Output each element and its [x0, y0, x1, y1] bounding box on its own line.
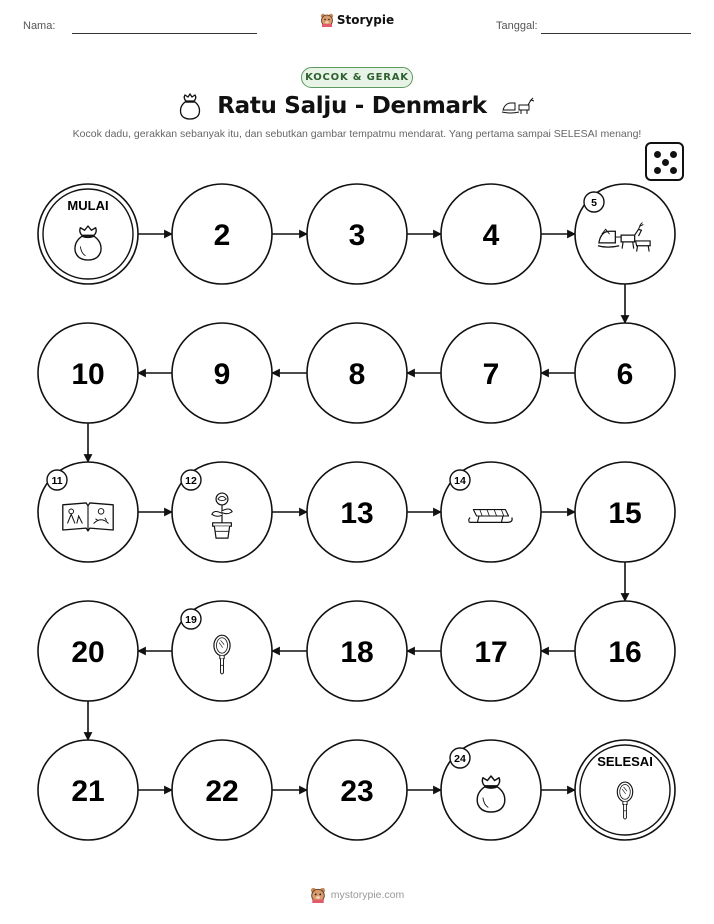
space-number-badge: 5 — [591, 197, 597, 209]
space-number: 21 — [71, 775, 105, 808]
board-space-4[interactable] — [441, 184, 541, 284]
space-number: 23 — [340, 775, 374, 808]
board-space-5[interactable] — [575, 184, 675, 284]
bear-mascot-icon — [310, 887, 326, 903]
space-number: 7 — [482, 358, 500, 391]
board-space-20[interactable] — [38, 601, 138, 701]
board-space-7[interactable] — [441, 323, 541, 423]
board-space-25[interactable] — [575, 740, 675, 840]
footer — [0, 887, 714, 903]
space-number: 10 — [71, 358, 105, 391]
space-number: 13 — [340, 497, 374, 530]
storybook-icon — [63, 503, 113, 531]
board-space-22[interactable] — [172, 740, 272, 840]
board-space-24[interactable] — [441, 740, 541, 840]
space-number: 15 — [608, 497, 642, 530]
board-space-15[interactable] — [575, 462, 675, 562]
board-space-14[interactable] — [441, 462, 541, 562]
board-space-17[interactable] — [441, 601, 541, 701]
space-number: 3 — [348, 219, 366, 252]
space-number: 6 — [616, 358, 634, 391]
board-space-16[interactable] — [575, 601, 675, 701]
board-space-2[interactable] — [172, 184, 272, 284]
name-label: Nama: — [23, 20, 56, 32]
space-number: 22 — [205, 775, 239, 808]
space-number-badge: 19 — [185, 614, 197, 626]
space-number: 18 — [340, 636, 374, 669]
board-space-6[interactable] — [575, 323, 675, 423]
space-number-badge: 24 — [454, 753, 466, 765]
space-number-badge: 11 — [51, 475, 63, 487]
space-number: 9 — [213, 358, 231, 391]
activity-badge: KOCOK & GERAK — [301, 67, 413, 88]
space-number-badge: 14 — [454, 475, 466, 487]
board-space-1[interactable] — [38, 184, 138, 284]
board-space-18[interactable] — [307, 601, 407, 701]
page-title: Ratu Salju - Denmark — [217, 93, 487, 119]
brand-name: Storypie — [336, 13, 395, 27]
footer-url: mystorypie.com — [330, 889, 405, 901]
board-space-13[interactable] — [307, 462, 407, 562]
board-space-10[interactable] — [38, 323, 138, 423]
instructions: Kocok dadu, gerakkan sebanyak itu, dan sebutkan gambar tempatmu mendarat. Yang pertama sampai SELESAI menang! — [72, 128, 642, 140]
board-space-11[interactable] — [38, 462, 138, 562]
finish-label: SELESAI — [597, 754, 653, 769]
board-space-19[interactable] — [172, 601, 272, 701]
space-number: 2 — [213, 219, 231, 252]
date-label: Tanggal: — [496, 20, 538, 32]
board-space-23[interactable] — [307, 740, 407, 840]
space-number: 17 — [474, 636, 508, 669]
board-space-8[interactable] — [307, 323, 407, 423]
board-space-12[interactable] — [172, 462, 272, 562]
space-number: 20 — [71, 636, 105, 669]
board-space-21[interactable] — [38, 740, 138, 840]
space-number: 8 — [348, 358, 366, 391]
start-label: MULAI — [67, 198, 109, 213]
board-space-9[interactable] — [172, 323, 272, 423]
space-number-badge: 12 — [185, 475, 197, 487]
space-number: 16 — [608, 636, 642, 669]
board-space-3[interactable] — [307, 184, 407, 284]
space-number: 4 — [482, 219, 500, 252]
